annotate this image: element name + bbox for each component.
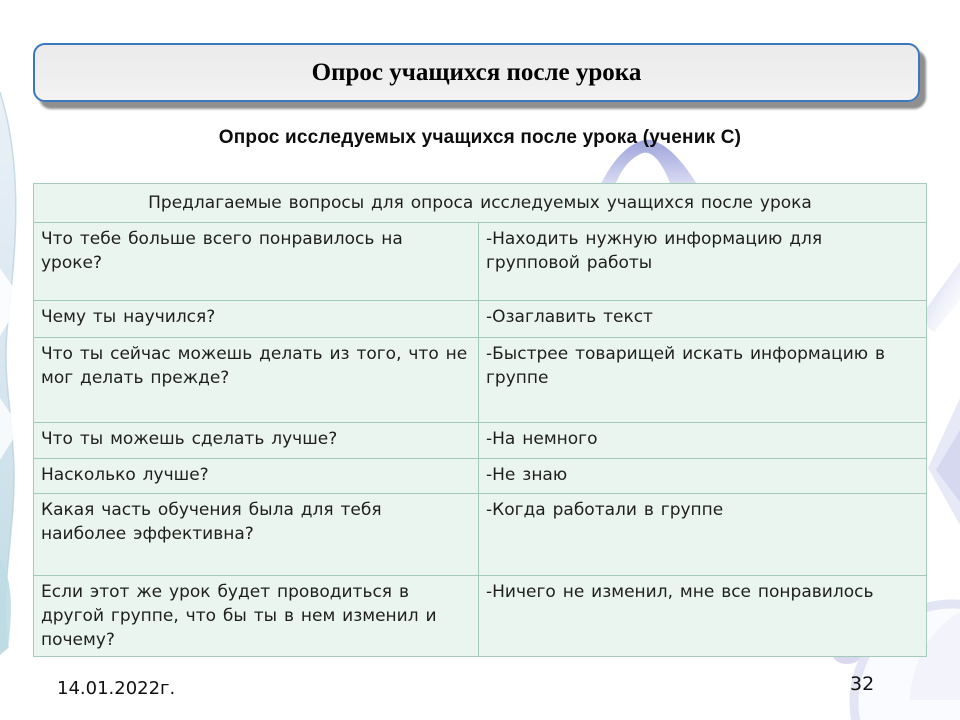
question-cell: Что ты сейчас можешь делать из того, что не мог делать прежде? <box>34 338 479 423</box>
table-header-row <box>34 184 927 223</box>
question-cell: Что ты можешь сделать лучше? <box>34 423 479 459</box>
answer-cell: -На немного <box>479 423 927 459</box>
answer-cell: -Не знаю <box>479 459 927 494</box>
table-header-cell: Предлагаемые вопросы для опроса исследуемых учащихся после урока <box>34 184 927 223</box>
answer-cell: -Озаглавить текст <box>479 301 927 338</box>
table-row <box>34 494 927 576</box>
table-row <box>34 576 927 657</box>
slide-subtitle: Опрос исследуемых учащихся после урока (ученик С) <box>218 127 742 148</box>
answer-cell: -Находить нужную информацию для групповой работы <box>479 223 927 301</box>
slide-title: Опрос учащихся после урока <box>311 58 642 86</box>
question-cell: Чему ты научился? <box>34 301 479 338</box>
question-cell: Насколько лучше? <box>34 459 479 494</box>
table-row <box>34 423 927 459</box>
title-box <box>33 43 920 102</box>
slide-page-number: 32 <box>850 673 875 695</box>
table-row <box>34 223 927 301</box>
table-row <box>34 338 927 423</box>
question-cell: Что тебе больше всего понравилось на уроке? <box>34 223 479 301</box>
table-row <box>34 459 927 494</box>
answer-cell: -Когда работали в группе <box>479 494 927 576</box>
answer-cell: -Ничего не изменил, мне все понравилось <box>479 576 927 657</box>
right-wedge-decoration <box>928 398 960 525</box>
left-ribbon-decoration <box>0 92 22 655</box>
answer-cell: -Быстрее товарищей искать информацию в группе <box>479 338 927 423</box>
table-row <box>34 301 927 338</box>
footer-date: 14.01.2022г. <box>57 678 176 699</box>
survey-table <box>33 183 927 657</box>
question-cell: Какая часть обучения была для тебя наиболее эффективна? <box>34 494 479 576</box>
question-cell: Если этот же урок будет проводиться в другой группе, что бы ты в нем изменил и почему? <box>34 576 479 657</box>
